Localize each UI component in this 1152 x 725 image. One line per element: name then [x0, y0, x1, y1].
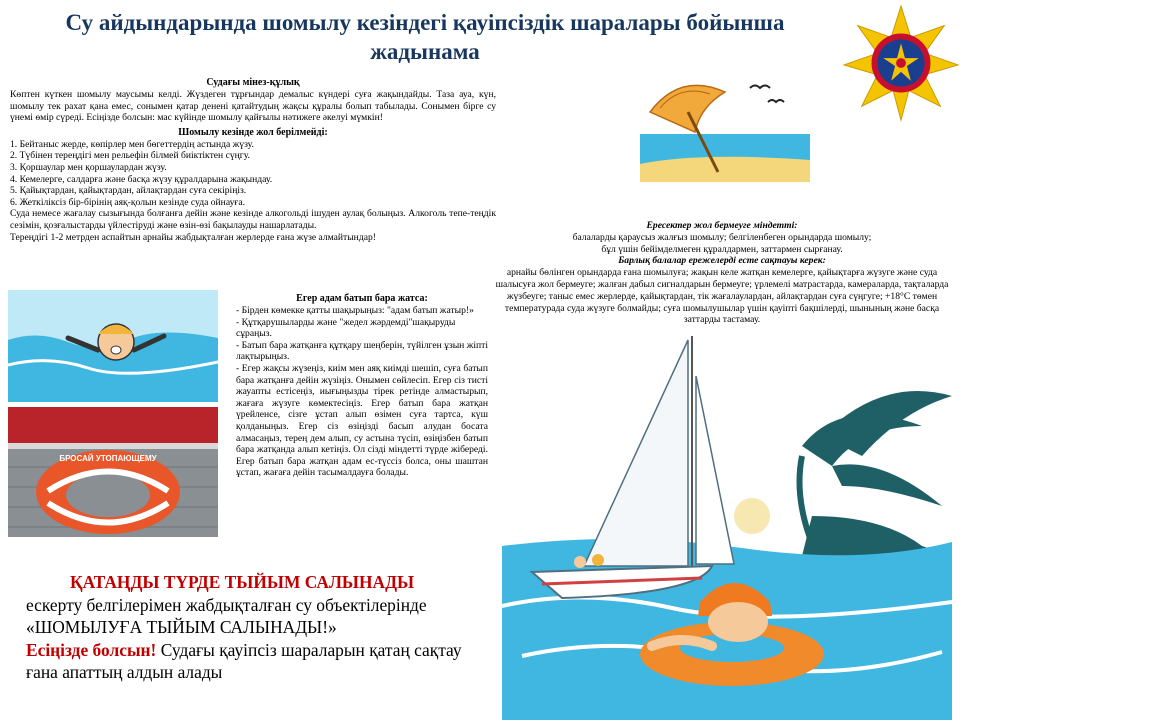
warning-line: ескерту белгілерімен жабдықталған су объектілерінде [26, 594, 427, 615]
behavior-heading: Судағы мінез-құлық [206, 77, 300, 88]
prohibited-heading: Шомылу кезінде жол берілмейді: [178, 126, 328, 138]
adults-block [492, 220, 952, 326]
strict-prohibition: ҚАТАҢДЫ ТҮРДЕ ТЫЙЫМ САЛЫНАДЫ [70, 572, 415, 592]
final-text: Судағы қауіпсіз шараларын қатаң сақтау ғана апаттың алдын алады [26, 639, 462, 682]
warning-line: «ШОМЫЛУҒА ТЫЙЫМ САЛЫНАДЫ!» [26, 617, 337, 637]
rescue-item: - Егер жақсы жүзеңіз, киім мен аяқ киімді шешіп, суға батып бара жатқанға дейін жүзіңіз. Онымен сөйлесіп. Егер сіз тисті жауапты естісеңіз, иығыңызды тірек ретінде алмастырып, жағаға жүзуге көмектесіңіз. Егер батып бара жатқан үрейленсе, сізге ұстап алып өзімен суға тартса, күш қолданыңыз. Егер сіз өзіңізді басып алудан босата алмасаңыз, терең дем алып, су астына түсіп, өзіңізбен батып бара жатқанда алып кетіңіз. Ол сізді міндетті түрде жібереді. Егер батып бара жатқан адам ес-түссіз болса, оны шаштан ұстап, жағаға дейін тасымалдауға болады. [236, 362, 488, 479]
adults-line: балаларды қараусыз жалғыз шомылу; белгіленбеген орындарда шомылу; [572, 231, 872, 243]
children-rules-heading: Барлық балалар ережелерді есте сақтауы керек: [618, 255, 826, 267]
rescue-item: - Құтқарушыларды және "жедел жәрдемді"шақыруды сұраңыз. [236, 316, 456, 340]
rescue-item: - Бірден көмекке қатты шақырыңыз: "адам батып жатыр!» [236, 305, 474, 316]
prohibited-item: 4. Кемелерге, салдарға және басқа жүзу құралдарына жақындау. [10, 173, 273, 185]
children-rules-text: арнайы бөлінген орындарда ғана шомылуға; жақын келе жатқан кемелерге, қайықтарға жүзуге және суда шалысуға жол бермеуге; жалған дабыл сигналдарын бермеуге; үрлемелі матрастарда, камераларда, тақталарда жүзбеуге; таныс емес жерлерде, қайықтардан, тік жағалаулардан, айлақтардан суға сүңгуге; +18°С төмен температурада суда жүзуге болмайды; суға шомылушылар үшін қауіпті бақшілерді, шынының және басқа заттарды тастамау. [495, 267, 949, 326]
remember-label: Есіңізде болсын! [26, 639, 157, 660]
rescue-heading: Егер адам батып бара жатса: [296, 293, 428, 304]
prohibited-item: 3. Қоршаулар мен қоршаулардан жүзу. [10, 161, 167, 173]
prohibited-item: 6. Жеткіліксіз бір-бірінің аяқ-қолын кезінде суда ойнауға. [10, 196, 245, 208]
final-note [26, 639, 496, 684]
rescue-item: - Батып бара жатқанға құтқару шеңберін, түйілген ұзын жіпті лақтырыңыз. [236, 339, 488, 363]
left-column [10, 77, 496, 243]
depth-note: Тереңдігі 1-2 метрден аспайтын арнайы жабдықталған жерлерде ғана жүзе алмайтындар! [10, 231, 376, 243]
prohibited-item: 5. Қайықтардан, қайықтардан, айлақтардан суға секіріңіз. [10, 185, 247, 197]
alcohol-note: Суда немесе жағалау сызығында болғанға дейін және кезінде алкогольді ішуден аулақ болыңыз. Алкоголь тепе-теңдік сезімін, қозғалыстарды үйлестіруді және өзін-өзі бақылауды нашарлатады. [10, 208, 496, 231]
warning-block [26, 571, 496, 684]
drowning-child-illustration [8, 290, 218, 402]
beach-parasol-illustration [640, 72, 810, 182]
lifebuoy-photo [8, 407, 218, 537]
page-title: Су айдындарында шомылу кезіндегі қауіпсіздік шаралары бойынша жадынама [65, 10, 785, 64]
emergency-ministry-emblem-icon [842, 4, 960, 122]
adults-heading: Ересектер жол бермеуге міндетті: [646, 220, 798, 231]
prohibited-item: 2. Түбінен тереңдігі мен рельефін білмей биіктіктен сүңгу. [10, 150, 250, 162]
rescue-column [236, 293, 488, 479]
lifebuoy-label: БРОСАЙ УТОПАЮЩЕМУ [59, 454, 157, 463]
behavior-text: Көптен күткен шомылу маусымы келді. Жүздеген тұрғындар демалыс күндері суға жақындайды. Таза ауа, күн, шомылу тек рахат қана емес, сонымен қатар денені қатайтудың жақсы құралы болып табылады. Сонымен бірге су үнемі өмір сүреді. Есіңізде болсын: мас күйінде шомылу қайғылы нәтижеге әкелуі мүмкін! [10, 89, 496, 124]
prohibited-item: 1. Бейтаныс жерде, көпірлер мен бөгеттердің астында жүзу. [10, 138, 254, 150]
adults-line: бұл үшін бейімделмеген құралдармен, заттармен сырғанау. [601, 243, 843, 255]
sailboat-and-swimmer-illustration [502, 316, 952, 720]
